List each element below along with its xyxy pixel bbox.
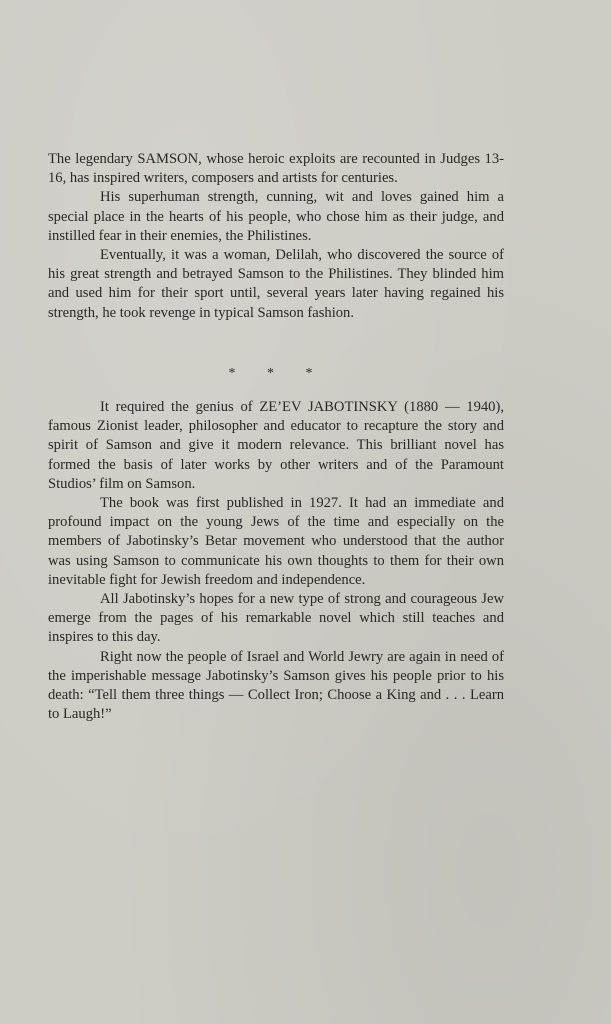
paragraph-jabotinsky-genius: It required the genius of ZE’EV JABOTINSKY (1880 — 1940), famous Zionist leader, philosopher and educator to recapture the story and spirit of Samson and give it modern relevance. This brilliant novel has formed the basis of later works by other writers and of the Paramount Studios’ film on Samson. (48, 399, 504, 492)
paragraph-superhuman-strength: His superhuman strength, cunning, wit and loves gained him a special place in the hearts of his people, who chose him as their judge, and instilled fear in their enemies, the Philistines. (48, 189, 504, 244)
paragraph-hopes: All Jabotinsky’s hopes for a new type of strong and courageous Jew emerge from the pages of his remarkable novel which still teaches and inspires to this day. (48, 591, 504, 646)
paragraph-first-published: The book was first published in 1927. It had an immediate and profound impact on the young Jews of the time and especially on the members of Jabotinsky’s Betar movement who understood that the author was using Samson to communicate his own thoughts to them for their own inevitable fight for Jewish freedom and independence. (48, 495, 504, 588)
section-separator: * * * (228, 366, 327, 381)
paragraph-delilah: Eventually, it was a woman, Delilah, who discovered the source of his great strength and betrayed Samson to the Philistines. They blinded him and used him for their sport until, several years later having regained his strength, he took revenge in typical Samson fashion. (48, 247, 504, 321)
paragraph-message: Right now the people of Israel and World Jewry are again in need of the imperishable message Jabotinsky’s Samson gives his people prior to his death: “Tell them three things — Collect Iron; Choose a King and . . . Learn to Laugh!” (48, 648, 504, 723)
jabotinsky-section (48, 398, 504, 724)
paragraph-samson-intro: The legendary SAMSON, whose heroic exploits are recounted in Judges 13-16, has inspired writers, composers and artists for centuries. (48, 151, 504, 187)
intro-section (48, 150, 504, 323)
